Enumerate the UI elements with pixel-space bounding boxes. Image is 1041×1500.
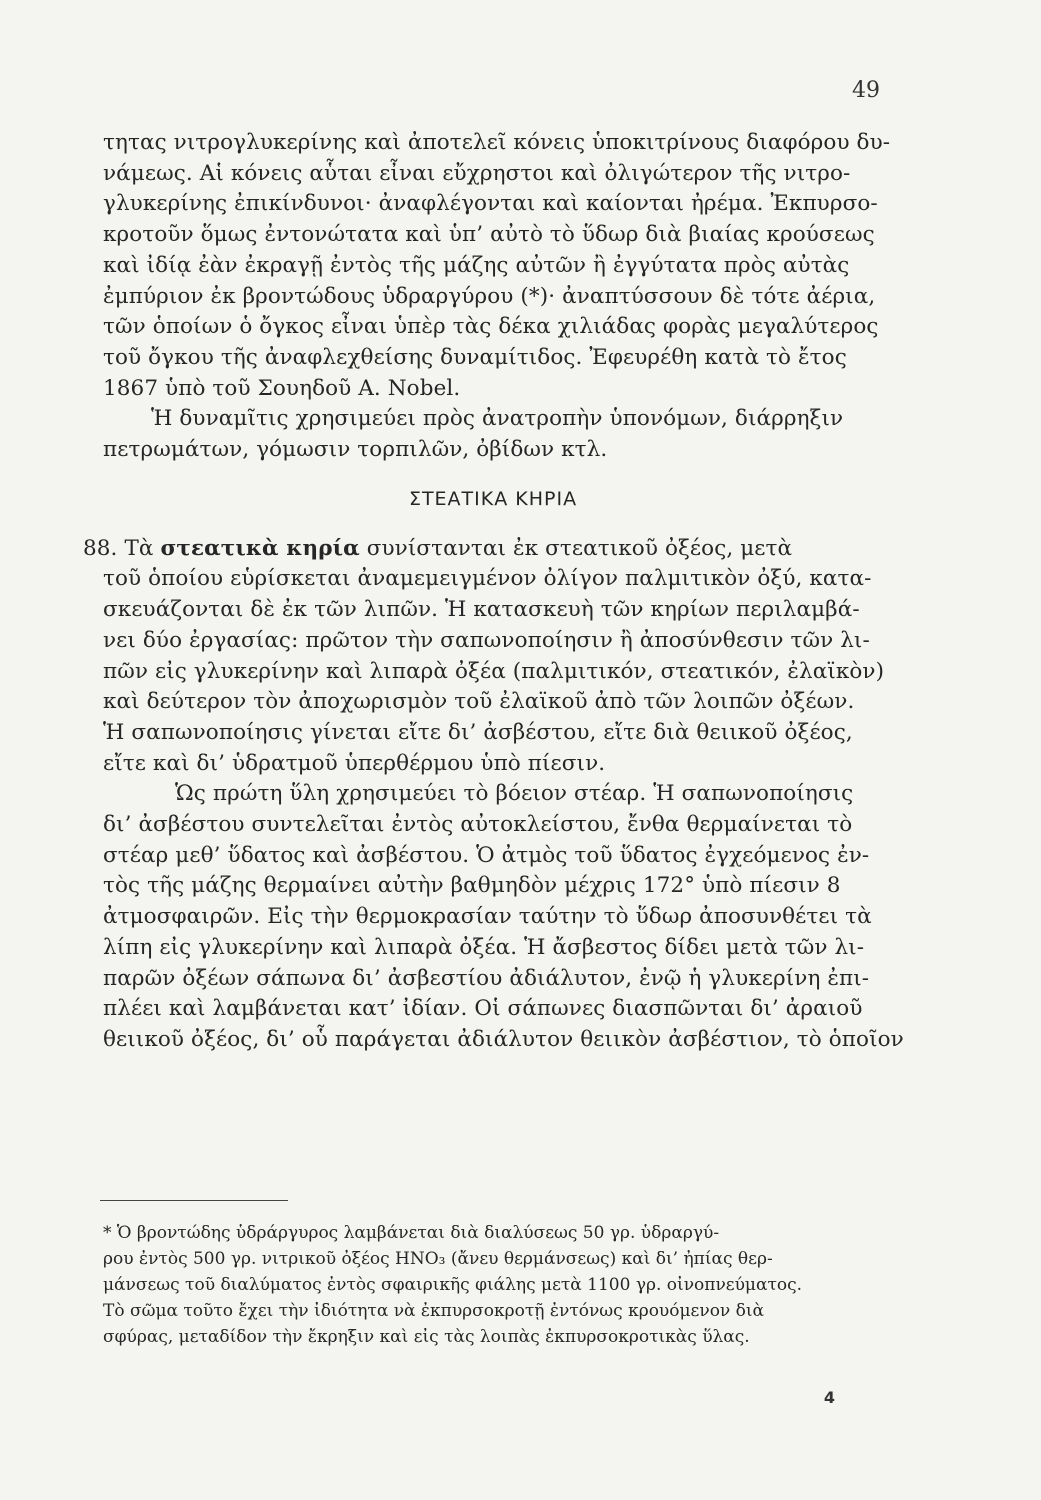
text-line: γλυκερίνης ἐπικίνδυνοι· ἀναφλέγονται καὶ καίονται ἠρέμα. Ἐκπυρσο- <box>103 191 878 217</box>
text-line: ἀτμοσφαιρῶν. Εἰς τὴν θερμοκρασίαν ταύτην τὸ ὕδωρ ἀποσυνθέτει τὰ <box>103 904 872 930</box>
text-line: ἐμπύριον ἐκ βροντώδους ὑδραργύρου (*)· ἀναπτύσσουν δὲ τότε ἀέρια, <box>103 283 876 309</box>
text-line: τοῦ ὄγκου τῆς ἀναφλεχθείσης δυναμίτιδος. Ἐφευρέθη κατὰ τὸ ἔτος <box>103 344 847 370</box>
text-line: πετρωμάτων, γόμωσιν τορπιλῶν, ὀβίδων κτλ. <box>103 437 608 463</box>
text-fragment: Τὰ <box>124 535 154 561</box>
page-number: 49 <box>852 78 880 103</box>
text-line: τητας νιτρογλυκερίνης καὶ ἀποτελεῖ κόνεις ὑποκιτρίνους διαφόρου δυ- <box>103 130 891 155</box>
text-line: Ἡ σαπωνοποίησις γίνεται εἴτε δι’ ἀσβέστου, εἴτε διὰ θειικοῦ ὀξέος, <box>103 719 853 745</box>
footnote-line: μάνσεως τοῦ διαλύματος ἐντὸς σφαιρικῆς φιάλης μετὰ 1100 γρ. οἰνοπνεύματος. <box>103 1275 803 1295</box>
section-term: στεατικὰ κηρία <box>160 535 360 561</box>
text-line: τὸς τῆς μάζης θερμαίνει αὐτὴν βαθμηδὸν μέχρις 172° ὑπὸ πίεσιν 8 <box>103 873 841 899</box>
text-fragment: συνίστανται ἐκ στεατικοῦ ὀξέος, μετὰ <box>366 535 793 561</box>
paragraph-dynamite-properties <box>103 128 891 404</box>
body-text <box>83 128 904 1056</box>
paragraph-dynamite-uses <box>103 404 883 465</box>
footnote-line: Τὸ σῶμα τοῦτο ἔχει τὴν ἰδιότητα νὰ ἐκπυρσοκροτῇ ἐντόνως κρουόμενον διὰ <box>103 1301 765 1321</box>
paragraph-stearic-candles <box>83 534 885 780</box>
text-line: παρῶν ὀξέων σάπωνα δι’ ἀσβεστίου ἀδιάλυτον, ἐνῷ ἡ γλυκερίνη ἐπι- <box>103 965 870 991</box>
text-line: καὶ ἰδίᾳ ἐὰν ἐκραγῇ ἐντὸς τῆς μάζης αὐτῶν ἢ ἐγγύτατα πρὸς αὐτὰς <box>103 252 850 278</box>
footnote-line: σφύρας, μεταδίδον τὴν ἔκρηξιν καὶ εἰς τὰς λοιπὰς ἐκπυρσοκροτικὰς ὕλας. <box>103 1327 750 1347</box>
text-line: πλέει καὶ λαμβάνεται κατ’ ἰδίαν. Οἱ σάπωνες διασπῶνται δι’ ἀραιοῦ <box>103 996 863 1022</box>
text-line: 1867 ὑπὸ τοῦ Σουηδοῦ A. Nobel. <box>103 375 461 401</box>
text-line: δι’ ἀσβέστου συντελεῖται ἐντὸς αὐτοκλείστου, ἔνθα θερμαίνεται τὸ <box>103 812 853 838</box>
footnote-line: ρου ἐντὸς 500 γρ. νιτρικοῦ ὀξέος HNO₃ (ἄνευ θερμάνσεως) καὶ δι’ ἠπίας θερ- <box>103 1249 773 1269</box>
section-heading: ΣΤΕΑΤΙΚΑ ΚΗΡΙΑ <box>408 487 578 510</box>
text-line: Ἡ δυναμῖτις χρησιμεύει πρὸς ἀνατροπὴν ὑπονόμων, διάρρηξιν <box>151 406 844 432</box>
footnote-line: * Ὁ βροντώδης ὑδράργυρος λαμβάνεται διὰ διαλύσεως 50 γρ. ὑδραργύ- <box>103 1223 720 1243</box>
text-line: κροτοῦν ὅμως ἐντονώτατα καὶ ὑπ’ αὐτὸ τὸ ὕδωρ διὰ βιαίας κρούσεως <box>103 222 875 248</box>
section-number: 88. <box>83 535 118 561</box>
text-line: στέαρ μεθ’ ὕδατος καὶ ἀσβέστου. Ὁ ἀτμὸς τοῦ ὕδατος ἐγχεόμενος ἐν- <box>103 842 870 868</box>
footnote-divider <box>100 1200 288 1201</box>
text-line: εἴτε καὶ δι’ ὑδρατμοῦ ὑπερθέρμου ὑπὸ πίεσιν. <box>103 750 606 776</box>
text-line: θειικοῦ ὀξέος, δι’ οὗ παράγεται ἀδιάλυτον θειικὸν ἀσβέστιον, τὸ ὁποῖον <box>103 1026 904 1052</box>
text-line: λίπη εἰς γλυκερίνην καὶ λιπαρὰ ὀξέα. Ἡ ἄσβεστος δίδει μετὰ τῶν λι- <box>103 934 865 960</box>
signature-mark: 4 <box>823 1388 835 1407</box>
text-line: νάμεως. Αἱ κόνεις αὗται εἶναι εὔχρηστοι καὶ ὀλιγώτερον τῆς νιτρο- <box>103 160 851 186</box>
text-line: σκευάζονται δὲ ἐκ τῶν λιπῶν. Ἡ κατασκευὴ τῶν κηρίων περιλαμβά- <box>103 597 860 623</box>
text-line: καὶ δεύτερον τὸν ἀποχωρισμὸν τοῦ ἐλαϊκοῦ ἀπὸ τῶν λοιπῶν ὀξέων. <box>103 689 855 715</box>
footnote <box>103 1220 883 1350</box>
text-line: Ὡς πρώτη ὕλη χρησιμεύει τὸ βόειον στέαρ. Ἡ σαπωνοποίησις <box>175 781 854 807</box>
text-line: τῶν ὁποίων ὁ ὄγκος εἶναι ὑπὲρ τὰς δέκα χιλιάδας φορὰς μεγαλύτερος <box>103 314 879 340</box>
paragraph-saponification <box>103 779 904 1055</box>
text-line: πῶν εἰς γλυκερίνην καὶ λιπαρὰ ὀξέα (παλμιτικόν, στεατικόν, ἐλαϊκὸν) <box>103 658 885 684</box>
text-line: τοῦ ὁποίου εὑρίσκεται ἀναμεμειγμένον ὀλίγον παλμιτικὸν ὀξύ, κατα- <box>103 566 872 592</box>
text-line: νει δύο ἐργασίας: πρῶτον τὴν σαπωνοποίησιν ἢ ἀποσύνθεσιν τῶν λι- <box>103 627 870 653</box>
